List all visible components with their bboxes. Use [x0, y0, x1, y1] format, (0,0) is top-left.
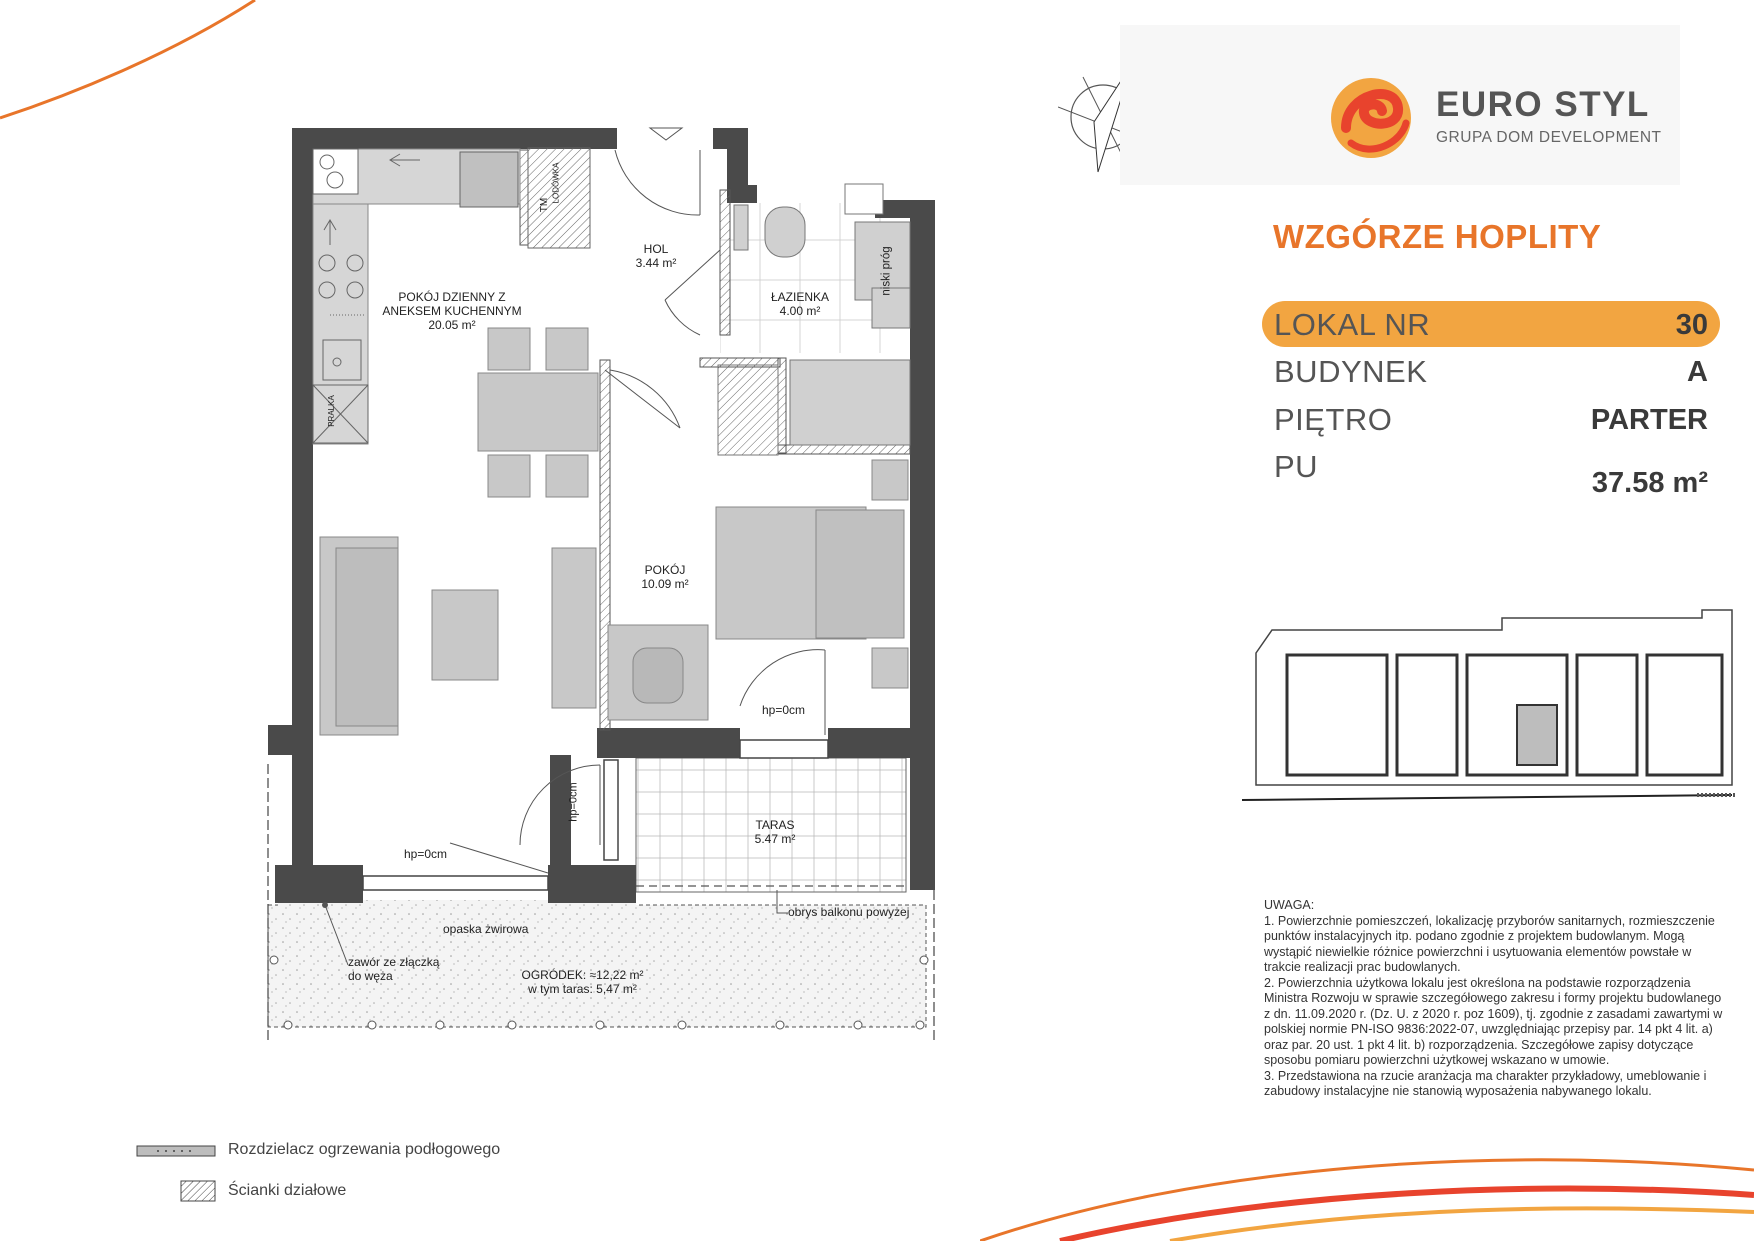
bedroom-area: 10.09 m²: [641, 577, 689, 591]
building-key-plan: [1242, 605, 1754, 805]
heating-manifold-icon: [136, 1145, 216, 1157]
washer-label: PRALKA: [326, 395, 336, 427]
unit-number-value: 30: [1675, 309, 1708, 341]
balcony-outline-label: obrys balkonu powyżej: [788, 905, 910, 919]
usable-area-row: [1262, 443, 1720, 503]
garden-area-line1: OGRÓDEK: ≈12,22 m²: [521, 968, 644, 982]
terrace-label: [735, 818, 815, 846]
legend: [136, 1135, 536, 1205]
floor-label: PIĘTRO: [1274, 402, 1393, 437]
note-1: 1. Powierzchnie pomieszczeń, lokalizację przyborów sanitarnych, rozmieszczenie punktów instalacyjnych itp. podano zgodnie z projektem budowlanym. Mogą wystąpić niewielkie różnice powierzchni i usytuowania elementów powstałe w trakcie realizacji prac budowlanych.: [1264, 913, 1715, 974]
hall-area: 3.44 m²: [635, 256, 677, 270]
unit-number-label: LOKAL NR: [1274, 307, 1431, 342]
bedroom-name: POKÓJ: [644, 563, 686, 577]
hall-label: [625, 242, 687, 270]
brand-tagline: GRUPA DOM DEVELOPMENT: [1436, 129, 1662, 146]
building-value: A: [1687, 356, 1708, 388]
gravel-strip-label: opaska żwirowa: [443, 922, 529, 936]
living-room-area: 20.05 m²: [428, 318, 476, 332]
hose-valve-line2: do węża: [348, 969, 393, 983]
unit-number-row: [1262, 301, 1720, 347]
floor-value: PARTER: [1590, 404, 1708, 436]
notes-heading: UWAGA:: [1264, 898, 1315, 912]
tm-label: TM: [539, 197, 551, 213]
notes-block: [1264, 898, 1726, 1100]
living-door-threshold: hp=0cm: [404, 847, 448, 861]
usable-area-label: PU: [1274, 449, 1319, 484]
decorative-swoosh-bottom: [980, 1150, 1754, 1241]
garden-area-line2: w tym taras: 5,47 m²: [528, 982, 637, 996]
bathroom-label: [760, 290, 840, 318]
brand-logo-mark-icon: [1326, 73, 1416, 163]
terrace-door-threshold: hp=0cm: [567, 782, 580, 822]
note-3: 3. Przedstawiona na rzucie aranżacja ma charakter przykładowy, umeblowanie i zabudowy instalacyjne nie stanowią wyposażenia nabywanego lokalu.: [1264, 1068, 1707, 1098]
project-title: WZGÓRZE HOPLITY: [1273, 218, 1602, 255]
hall-name: HOL: [643, 242, 669, 256]
fridge-label: LODÓWKA: [551, 162, 561, 204]
legend-heating-manifold: Rozdzielacz ogrzewania podłogowego: [228, 1141, 501, 1158]
bedroom-label: [625, 563, 705, 591]
living-room-name-line2: ANEKSEM KUCHENNYM: [382, 304, 522, 318]
building-row: [1262, 348, 1720, 394]
usable-area-value: 37.58 m²: [1591, 467, 1708, 499]
low-threshold-label: niski próg: [880, 246, 893, 296]
bathroom-name: ŁAZIENKA: [770, 290, 830, 304]
terrace-area: 5.47 m²: [754, 832, 796, 846]
brand-logo: [1120, 25, 1680, 185]
hose-valve-pointer: [320, 900, 360, 970]
hatched-wall-icon: [180, 1180, 216, 1202]
bedroom-door-threshold: hp=0cm: [762, 703, 806, 717]
living-room-name-line1: POKÓJ DZIENNY Z: [398, 290, 506, 304]
hose-valve-label: [348, 955, 439, 983]
terrace-name: TARAS: [755, 818, 795, 832]
brand-name: EURO STYL: [1436, 85, 1650, 124]
note-2: 2. Powierzchnia użytkowa lokalu jest określona na podstawie rozporządzenia Ministra Rozwoju w sprawie szczegółowego zakresu i formy projektu budowlanego z dn. 11.09.2020 r. (Dz. U. z 2020 r. poz 1609), tj. zgodnie z zasadami zawartymi w polskiej normie PN-ISO 9836:2022-07, uwzględniając przepisy par. 14 pkt 4 lit. a) oraz par. 20 ust. 1 pkt 4 lit. b) rozporządzenia. Szczegółowe zapisy dotyczące sposobu pomiaru powierzchni użytkowej wskazano w umowie.: [1264, 975, 1723, 1067]
legend-partition-walls: Ścianki działowe: [228, 1182, 347, 1199]
bathroom-area: 4.00 m²: [779, 304, 821, 318]
garden-area-label: [515, 968, 650, 996]
hose-valve-line1: zawór ze złączką: [348, 955, 440, 969]
living-room-label: [372, 290, 532, 332]
floor-row: [1262, 396, 1720, 442]
building-label: BUDYNEK: [1274, 354, 1428, 389]
balcony-outline-pointer: [774, 888, 794, 918]
decorative-swoosh-top: [0, 0, 260, 130]
